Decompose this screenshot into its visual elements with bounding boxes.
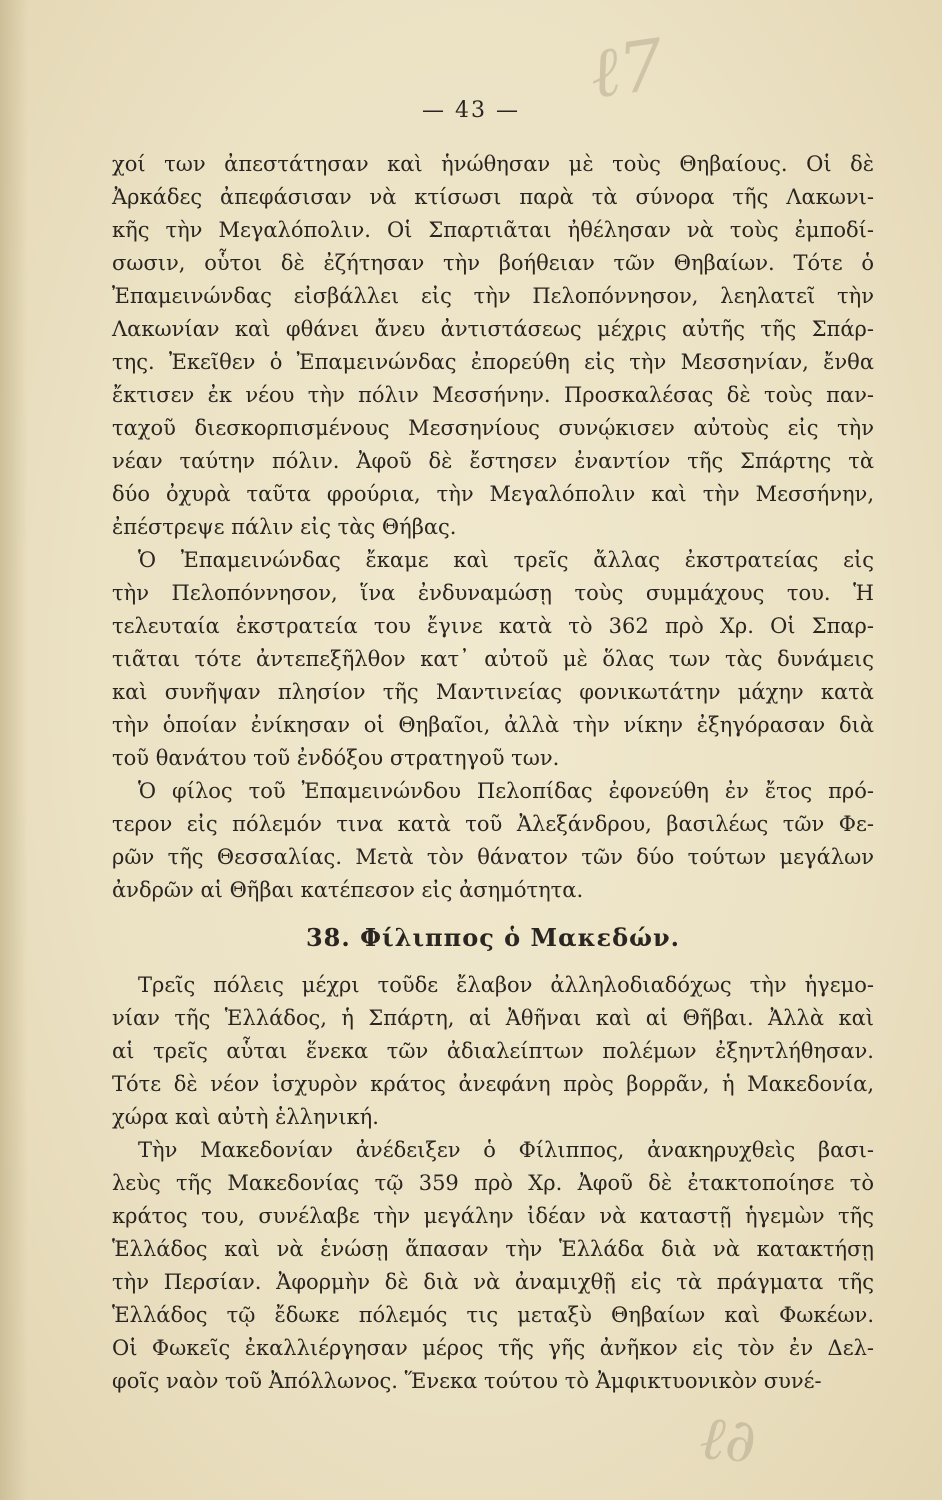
text-line: τερον εἰς πόλεμόν τινα κατὰ τοῦ Ἀλεξάνδρου, βασιλέως τῶν Φε- <box>112 812 874 836</box>
paragraph <box>112 1134 874 1398</box>
paragraph <box>112 544 874 775</box>
paragraph <box>112 969 874 1134</box>
text-line: Ὁ Ἐπαμεινώνδας ἔκαμε καὶ τρεῖς ἄλλας ἐκστρατείας εἰς <box>138 548 874 572</box>
text-line: Ἀρκάδες ἀπεφάσισαν νὰ κτίσωσι παρὰ τὰ σύνορα τῆς Λακωνι- <box>112 185 874 209</box>
paragraphs-after-heading <box>112 969 874 1398</box>
text-line: φοῖς ναὸν τοῦ Ἀπόλλωνος. Ἕνεκα τούτου τὸ Ἀμφικτυονικὸν συνέ- <box>112 1369 822 1393</box>
text-line: νίαν τῆς Ἑλλάδος, ἡ Σπάρτη, αἱ Ἀθῆναι καὶ αἱ Θῆβαι. Ἀλλὰ καὶ <box>112 1006 874 1030</box>
bleed-through-mark: ℓ∂ <box>697 1403 759 1477</box>
text-line: Λακωνίαν καὶ φθάνει ἄνευ ἀντιστάσεως μέχρις αὐτῆς τῆς Σπάρ- <box>112 317 874 341</box>
text-line: τιᾶται τότε ἀντεπεξῆλθον κατ᾽ αὐτοῦ μὲ ὅλας των τὰς δυνάμεις <box>112 647 874 671</box>
text-line: χώρα καὶ αὐτὴ ἑλληνική. <box>112 1105 379 1129</box>
text-line: σωσιν, οὗτοι δὲ ἐζήτησαν τὴν βοήθειαν τῶν Θηβαίων. Τότε ὁ <box>112 251 874 275</box>
text-line: χοί των ἀπεστάτησαν καὶ ἡνώθησαν μὲ τοὺς Θηβαίους. Οἱ δὲ <box>112 152 874 176</box>
paragraph <box>112 148 874 544</box>
text-line: ταχοῦ διεσκορπισμένους Μεσσηνίους συνῴκισεν αὐτοὺς εἰς τὴν <box>112 416 874 440</box>
body-text <box>112 148 874 1398</box>
text-line: Οἱ Φωκεῖς ἐκαλλιέργησαν μέρος τῆς γῆς ἀνῆκον εἰς τὸν ἐν Δελ- <box>112 1336 874 1360</box>
text-line: τὴν Περσίαν. Ἀφορμὴν δὲ διὰ νὰ ἀναμιχθῇ εἰς τὰ πράγματα τῆς <box>112 1270 874 1294</box>
text-line: κῆς τὴν Μεγαλόπολιν. Οἱ Σπαρτιᾶται ἠθέλησαν νὰ τοὺς ἐμποδί- <box>112 218 874 242</box>
text-line: Ἑλλάδος τῷ ἔδωκε πόλεμός τις μεταξὺ Θηβαίων καὶ Φωκέων. <box>112 1303 874 1327</box>
section-heading: 38. Φίλιππος ὁ Μακεδών. <box>305 923 681 952</box>
text-line: Ἑλλάδος καὶ νὰ ἑνώσῃ ἅπασαν τὴν Ἑλλάδα διὰ νὰ κατακτήσῃ <box>112 1237 874 1261</box>
text-line: ἔκτισεν ἐκ νέου τὴν πόλιν Μεσσήνην. Προσκαλέσας δὲ τοὺς παν- <box>112 383 874 407</box>
text-line: ρῶν τῆς Θεσσαλίας. Μετὰ τὸν θάνατον τῶν δύο τούτων μεγάλων <box>112 845 874 869</box>
text-line: κράτος του, συνέλαβε τὴν μεγάλην ἰδέαν νὰ καταστῇ ἡγεμὼν τῆς <box>112 1204 874 1228</box>
page-number: — 43 — <box>422 98 520 123</box>
paragraph <box>112 775 874 907</box>
text-line: καὶ συνῆψαν πλησίον τῆς Μαντινείας φονικωτάτην μάχην κατὰ <box>112 680 874 704</box>
text-line: Ἐπαμεινώνδας εἰσβάλλει εἰς τὴν Πελοπόννησον, λεηλατεῖ τὴν <box>112 284 874 308</box>
bleed-through-mark: ℓ7 <box>584 23 669 115</box>
text-line: λεὺς τῆς Μακεδονίας τῷ 359 πρὸ Χρ. Ἀφοῦ δὲ ἐτακτοποίησε τὸ <box>112 1171 874 1195</box>
text-line: δύο ὀχυρὰ ταῦτα φρούρια, τὴν Μεγαλόπολιν καὶ τὴν Μεσσήνην, <box>112 482 874 506</box>
text-line: ἐπέστρεψε πάλιν εἰς τὰς Θήβας. <box>112 515 457 539</box>
paragraphs-before-heading <box>112 148 874 907</box>
text-line: Ὁ φίλος τοῦ Ἐπαμεινώνδου Πελοπίδας ἐφονεύθη ἐν ἔτος πρό- <box>138 779 874 803</box>
text-line: τελευταία ἐκστρατεία του ἔγινε κατὰ τὸ 362 πρὸ Χρ. Οἱ Σπαρ- <box>112 614 874 638</box>
text-line: τὴν ὁποίαν ἐνίκησαν οἱ Θηβαῖοι, ἀλλὰ τὴν νίκην ἐξηγόρασαν διὰ <box>112 713 874 737</box>
text-line: τὴν Πελοπόννησον, ἵνα ἐνδυναμώσῃ τοὺς συμμάχους του. Ἡ <box>112 581 874 605</box>
binding-shadow <box>0 0 28 1500</box>
text-line: Τὴν Μακεδονίαν ἀνέδειξεν ὁ Φίλιππος, ἀνακηρυχθεὶς βασι- <box>138 1138 874 1162</box>
text-line: Τρεῖς πόλεις μέχρι τοῦδε ἔλαβον ἀλληλοδιαδόχως τὴν ἡγεμο- <box>138 973 874 997</box>
text-line: Τότε δὲ νέον ἰσχυρὸν κράτος ἀνεφάνη πρὸς βορρᾶν, ἡ Μακεδονία, <box>112 1072 874 1096</box>
text-line: νέαν ταύτην πόλιν. Ἀφοῦ δὲ ἔστησεν ἐναντίον τῆς Σπάρτης τὰ <box>112 449 874 473</box>
text-line: της. Ἐκεῖθεν ὁ Ἐπαμεινώνδας ἐπορεύθη εἰς τὴν Μεσσηνίαν, ἔνθα <box>112 350 874 374</box>
text-line: ἀνδρῶν αἱ Θῆβαι κατέπεσον εἰς ἀσημότητα. <box>112 878 584 902</box>
text-line: τοῦ θανάτου τοῦ ἐνδόξου στρατηγοῦ των. <box>112 746 560 770</box>
text-line: αἱ τρεῖς αὗται ἕνεκα τῶν ἀδιαλείπτων πολέμων ἐξηντλήθησαν. <box>112 1039 874 1063</box>
